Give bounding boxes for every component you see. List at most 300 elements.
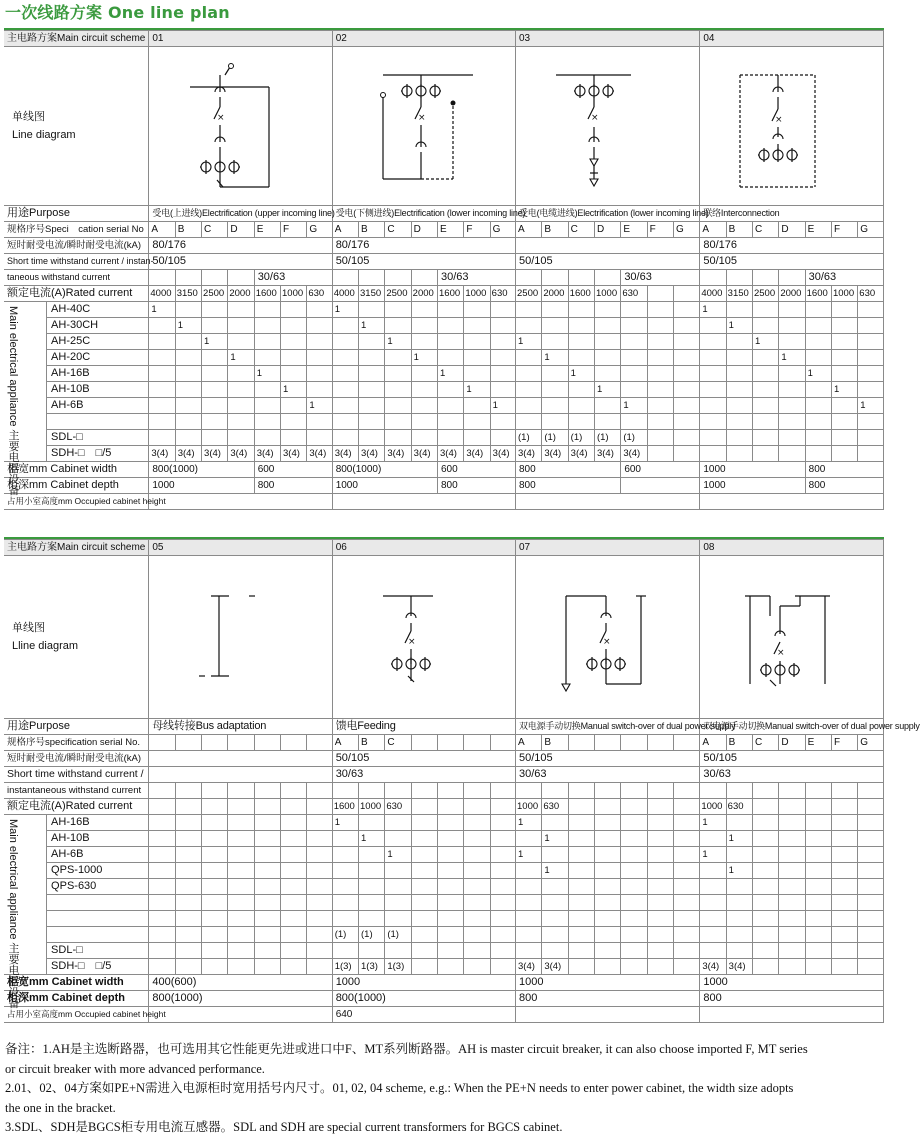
- appliance-qty: [438, 911, 464, 927]
- appliance-qty: [281, 334, 307, 350]
- appliance-qty: [149, 895, 175, 911]
- cabinet-height-value: [332, 494, 515, 510]
- 01-single-line-diagram: [149, 47, 331, 205]
- serial-letter: G: [307, 222, 332, 238]
- appliance-qty: [332, 414, 358, 430]
- empty-cell: [700, 783, 726, 799]
- appliance-qty: [411, 382, 437, 398]
- appliance-qty: [779, 815, 805, 831]
- cabinet-height-row: [4, 494, 884, 510]
- appliance-qty: [254, 334, 280, 350]
- appliance-qty: [831, 446, 857, 462]
- appliance-qty: [858, 446, 884, 462]
- appliance-qty: [647, 943, 673, 959]
- appliance-qty: [752, 398, 778, 414]
- appliance-qty: [202, 302, 228, 318]
- rated-current-value: 1000: [464, 286, 490, 302]
- serial-letter: A: [149, 222, 175, 238]
- appliance-qty: [831, 334, 857, 350]
- appliance-qty: [726, 911, 752, 927]
- appliance-qty: [752, 366, 778, 382]
- appliance-qty: [779, 446, 805, 462]
- empty-cell: [516, 783, 542, 799]
- appliance-qty: (1): [385, 927, 411, 943]
- cabinet-width-value: 1000: [700, 975, 884, 991]
- appliance-qty: [202, 815, 228, 831]
- appliance-qty: 1: [779, 350, 805, 366]
- empty-cell: [568, 270, 594, 286]
- serial-letter: D: [779, 735, 805, 751]
- appliance-qty: [858, 318, 884, 334]
- appliance-qty: [438, 414, 464, 430]
- appliance-qty: [779, 414, 805, 430]
- cabinet-depth-label: 柜深mm Cabinet depth: [4, 478, 149, 494]
- line-diagram-label: [4, 47, 149, 206]
- cabinet-depth-value: 1000: [332, 478, 437, 494]
- appliance-qty: [175, 943, 201, 959]
- rated-current-value: 630: [621, 286, 647, 302]
- short-time-row: [4, 751, 884, 767]
- appliance-qty: [621, 895, 647, 911]
- appliance-name: AH-20C: [47, 350, 149, 366]
- appliance-qty: [542, 302, 568, 318]
- purpose-row: [4, 206, 884, 222]
- appliance-qty: [438, 959, 464, 975]
- appliance-qty: [752, 318, 778, 334]
- rated-current-value: [673, 286, 699, 302]
- rated-current-value: 4000: [700, 286, 726, 302]
- appliance-qty: [385, 815, 411, 831]
- appliance-qty: [542, 398, 568, 414]
- appliance-qty: [858, 847, 884, 863]
- appliance-qty: [332, 382, 358, 398]
- appliance-qty: [490, 366, 515, 382]
- svg-text:×: ×: [407, 637, 416, 647]
- appliance-qty: [568, 847, 594, 863]
- serial-letter: F: [831, 735, 857, 751]
- short-time-label-en2: taneous withstand current: [4, 270, 149, 286]
- appliance-qty: [700, 927, 726, 943]
- empty-cell: [779, 783, 805, 799]
- appliance-qty: [858, 302, 884, 318]
- appliance-qty: [175, 847, 201, 863]
- appliance-qty: [281, 366, 307, 382]
- appliance-qty: [385, 831, 411, 847]
- empty-cell: [175, 783, 201, 799]
- appliance-qty: [621, 847, 647, 863]
- serial-letter: B: [542, 735, 568, 751]
- purpose-value: 受电(电缆进线)Electrification (lower incoming line): [516, 206, 700, 222]
- appliance-qty: [621, 414, 647, 430]
- note-line: 备注：1.AH是主选断路器，也可选用其它性能更先进或进口中F、MT系列断路器。AH is master circuit breaker, it can also choose imported F, MT series: [5, 1042, 808, 1056]
- short-time-row: [4, 767, 884, 783]
- serial-letter: B: [726, 735, 752, 751]
- cabinet-width-value: 600: [621, 462, 700, 478]
- rated-current-value: 1600: [805, 286, 831, 302]
- appliance-qty: [568, 895, 594, 911]
- empty-cell: [385, 783, 411, 799]
- purpose-value: 母线转接Bus adaptation: [149, 719, 332, 735]
- appliance-qty: [858, 831, 884, 847]
- appliance-name: AH-10B: [47, 831, 149, 847]
- appliance-qty: 1: [254, 366, 280, 382]
- appliance-qty: [254, 398, 280, 414]
- cabinet-depth-value: 800: [805, 478, 883, 494]
- appliance-row: [4, 302, 884, 318]
- cabinet-width-value: 1000: [700, 462, 805, 478]
- appliance-row: [4, 414, 884, 430]
- appliance-qty: [594, 879, 620, 895]
- appliance-qty: [831, 863, 857, 879]
- appliance-qty: [464, 398, 490, 414]
- short-time-label-en: Short time withstand current / instan-: [4, 254, 149, 270]
- rated-current-value: [805, 799, 831, 815]
- appliance-qty: [149, 430, 175, 446]
- scheme-header-label: 主电路方案Main circuit scheme: [4, 31, 149, 47]
- serial-letter: A: [516, 735, 542, 751]
- appliance-name: SDL-□: [47, 943, 149, 959]
- appliance-qty: [858, 863, 884, 879]
- appliance-qty: [385, 863, 411, 879]
- purpose-value: 双电源手动切换Manual switch-over of dual power supply: [516, 719, 700, 735]
- appliance-qty: 1: [805, 366, 831, 382]
- appliance-qty: [700, 911, 726, 927]
- appliance-qty: [831, 430, 857, 446]
- appliance-qty: [254, 382, 280, 398]
- rated-current-value: [254, 799, 280, 815]
- appliance-qty: [568, 943, 594, 959]
- appliance-qty: [726, 382, 752, 398]
- appliance-qty: 3(4): [700, 959, 726, 975]
- appliance-qty: [568, 318, 594, 334]
- appliance-qty: [700, 414, 726, 430]
- appliance-qty: [411, 334, 437, 350]
- appliance-qty: [673, 350, 699, 366]
- appliance-qty: [516, 879, 542, 895]
- short-time-value: [516, 238, 700, 254]
- short-time-value: 30/63: [700, 767, 884, 783]
- appliance-qty: [490, 831, 515, 847]
- appliance-qty: [594, 863, 620, 879]
- appliance-qty: [858, 911, 884, 927]
- appliance-qty: [516, 350, 542, 366]
- empty-cell: [202, 270, 228, 286]
- appliance-qty: [281, 350, 307, 366]
- appliance-qty: [202, 911, 228, 927]
- serial-letter: [673, 735, 699, 751]
- appliance-qty: (1): [568, 430, 594, 446]
- appliance-qty: [858, 943, 884, 959]
- line-diagram-label-text: Line diagram: [12, 129, 76, 141]
- appliance-qty: [175, 895, 201, 911]
- appliance-qty: [673, 927, 699, 943]
- rated-current-row: [4, 799, 884, 815]
- appliance-qty: [438, 398, 464, 414]
- appliance-qty: [858, 382, 884, 398]
- serial-letter: E: [254, 222, 280, 238]
- appliance-qty: [149, 879, 175, 895]
- appliance-qty: 1: [516, 847, 542, 863]
- appliance-qty: 1: [332, 302, 358, 318]
- appliance-qty: [831, 943, 857, 959]
- appliance-qty: 1: [385, 847, 411, 863]
- serial-letter: D: [594, 222, 620, 238]
- appliance-qty: 1: [175, 318, 201, 334]
- appliance-qty: [254, 430, 280, 446]
- appliance-qty: [647, 831, 673, 847]
- appliance-row: [4, 927, 884, 943]
- appliance-qty: [254, 959, 280, 975]
- appliance-qty: [647, 350, 673, 366]
- appliance-qty: [858, 334, 884, 350]
- empty-cell: [673, 783, 699, 799]
- appliance-qty: [385, 398, 411, 414]
- appliance-qty: [359, 815, 385, 831]
- empty-cell: [149, 270, 175, 286]
- appliance-qty: [332, 366, 358, 382]
- appliance-qty: [621, 334, 647, 350]
- appliance-qty: [332, 350, 358, 366]
- appliance-row: [4, 847, 884, 863]
- appliance-qty: [411, 927, 437, 943]
- appliance-qty: [332, 943, 358, 959]
- appliance-name: [47, 911, 149, 927]
- rated-current-value: [307, 799, 332, 815]
- cabinet-depth-value: [621, 478, 700, 494]
- appliance-qty: [202, 318, 228, 334]
- appliance-qty: [228, 302, 254, 318]
- appliance-qty: [254, 350, 280, 366]
- line-diagram-label-text: 单线图: [12, 111, 45, 123]
- appliance-qty: 3(4): [254, 446, 280, 462]
- cabinet-width-value: 800(1000): [332, 462, 437, 478]
- appliance-qty: [228, 366, 254, 382]
- appliance-qty: [568, 302, 594, 318]
- appliance-qty: [490, 334, 515, 350]
- appliance-qty: [568, 927, 594, 943]
- appliance-qty: [464, 847, 490, 863]
- appliance-qty: [149, 847, 175, 863]
- appliance-name: AH-40C: [47, 302, 149, 318]
- appliance-qty: [307, 847, 332, 863]
- purpose-value: 受电(上进线)Electrification (upper incoming line): [149, 206, 332, 222]
- appliance-qty: [464, 863, 490, 879]
- appliance-qty: 3(4): [228, 446, 254, 462]
- appliance-qty: [438, 879, 464, 895]
- appliance-qty: [752, 895, 778, 911]
- appliance-qty: [752, 382, 778, 398]
- appliance-qty: [831, 879, 857, 895]
- appliance-qty: 1: [621, 398, 647, 414]
- rated-current-label: 额定电流(A)Rated current: [4, 799, 149, 815]
- appliance-qty: [858, 366, 884, 382]
- appliance-qty: [568, 815, 594, 831]
- serial-letter: D: [411, 222, 437, 238]
- empty-cell: [307, 783, 332, 799]
- appliance-row: [4, 815, 884, 831]
- appliance-qty: [621, 943, 647, 959]
- serial-letter: E: [438, 222, 464, 238]
- appliance-qty: [228, 927, 254, 943]
- appliance-name: AH-16B: [47, 815, 149, 831]
- appliance-qty: [779, 879, 805, 895]
- serial-letter: B: [175, 222, 201, 238]
- appliance-qty: [464, 895, 490, 911]
- rated-current-value: 2000: [779, 286, 805, 302]
- appliance-qty: [202, 863, 228, 879]
- 04-single-line-diagram: [700, 47, 882, 205]
- appliance-name: AH-10B: [47, 382, 149, 398]
- rated-current-value: 4000: [332, 286, 358, 302]
- appliance-row: [4, 959, 884, 975]
- appliance-row: [4, 334, 884, 350]
- short-time-value: 30/63: [805, 270, 883, 286]
- appliance-qty: [542, 943, 568, 959]
- empty-cell: [647, 783, 673, 799]
- appliance-qty: [149, 350, 175, 366]
- appliance-qty: [359, 847, 385, 863]
- appliance-qty: 1: [307, 398, 332, 414]
- short-time-value: 80/176: [149, 238, 332, 254]
- appliance-vertical-text: Main electrical appliance 主要电器设备: [7, 819, 19, 1009]
- appliance-qty: [542, 911, 568, 927]
- rated-current-value: 630: [858, 286, 884, 302]
- appliance-qty: [202, 366, 228, 382]
- appliance-qty: [700, 943, 726, 959]
- appliance-qty: [726, 398, 752, 414]
- appliance-qty: [228, 382, 254, 398]
- appliance-qty: 1: [858, 398, 884, 414]
- rated-current-value: [490, 799, 515, 815]
- appliance-qty: [490, 430, 515, 446]
- appliance-qty: [490, 414, 515, 430]
- appliance-row: [4, 943, 884, 959]
- appliance-qty: [411, 430, 437, 446]
- appliance-qty: [831, 847, 857, 863]
- serial-letter: G: [858, 222, 884, 238]
- appliance-row: [4, 430, 884, 446]
- appliance-qty: [805, 927, 831, 943]
- appliance-qty: 1: [464, 382, 490, 398]
- appliance-qty: (1): [621, 430, 647, 446]
- appliance-qty: 3(4): [726, 959, 752, 975]
- appliance-qty: 3(4): [516, 959, 542, 975]
- appliance-qty: [438, 943, 464, 959]
- rated-current-value: 4000: [149, 286, 175, 302]
- empty-cell: [228, 783, 254, 799]
- appliance-qty: [700, 831, 726, 847]
- appliance-qty: [516, 302, 542, 318]
- appliance-qty: [332, 879, 358, 895]
- appliance-qty: [647, 334, 673, 350]
- empty-cell: [359, 270, 385, 286]
- appliance-qty: [307, 334, 332, 350]
- appliance-qty: [307, 815, 332, 831]
- appliance-qty: [438, 350, 464, 366]
- appliance-qty: [805, 430, 831, 446]
- cabinet-depth-value: 800: [516, 991, 700, 1007]
- appliance-qty: [805, 318, 831, 334]
- appliance-qty: [438, 318, 464, 334]
- appliance-qty: [175, 414, 201, 430]
- appliance-qty: [858, 414, 884, 430]
- rated-current-value: 630: [385, 799, 411, 815]
- appliance-qty: [385, 895, 411, 911]
- appliance-qty: [542, 895, 568, 911]
- appliance-qty: [621, 815, 647, 831]
- rated-current-value: 2000: [228, 286, 254, 302]
- appliance-qty: [490, 895, 515, 911]
- appliance-qty: [779, 398, 805, 414]
- appliance-qty: [726, 334, 752, 350]
- appliance-qty: [673, 414, 699, 430]
- rated-current-value: [647, 286, 673, 302]
- appliance-qty: [359, 382, 385, 398]
- appliance-qty: (1): [594, 430, 620, 446]
- appliance-qty: [673, 302, 699, 318]
- rated-current-value: 1600: [438, 286, 464, 302]
- appliance-qty: [779, 334, 805, 350]
- appliance-qty: [332, 430, 358, 446]
- appliance-qty: [385, 366, 411, 382]
- appliance-qty: [359, 366, 385, 382]
- appliance-qty: [411, 863, 437, 879]
- appliance-qty: [281, 943, 307, 959]
- cabinet-height-value: 640: [332, 1007, 515, 1023]
- appliance-qty: [752, 302, 778, 318]
- appliance-qty: [228, 847, 254, 863]
- appliance-qty: [307, 430, 332, 446]
- appliance-row: [4, 350, 884, 366]
- appliance-qty: [175, 927, 201, 943]
- appliance-name: QPS-630: [47, 879, 149, 895]
- diagram-cell: [332, 556, 515, 719]
- appliance-qty: [254, 815, 280, 831]
- rated-current-value: 1000: [831, 286, 857, 302]
- appliance-qty: [464, 430, 490, 446]
- appliance-qty: [779, 318, 805, 334]
- empty-cell: [752, 783, 778, 799]
- appliance-qty: [647, 366, 673, 382]
- appliance-qty: [464, 350, 490, 366]
- appliance-qty: 3(4): [464, 446, 490, 462]
- appliance-qty: [254, 302, 280, 318]
- appliance-qty: [385, 318, 411, 334]
- appliance-qty: 3(4): [490, 446, 515, 462]
- appliance-qty: [805, 943, 831, 959]
- appliance-qty: [805, 959, 831, 975]
- empty-cell: [332, 783, 358, 799]
- rated-current-value: [752, 799, 778, 815]
- cabinet-depth-value: 800(1000): [332, 991, 515, 1007]
- appliance-qty: [542, 334, 568, 350]
- appliance-qty: 1: [568, 366, 594, 382]
- cabinet-width-value: 800: [516, 462, 621, 478]
- appliance-qty: [228, 895, 254, 911]
- empty-cell: [805, 783, 831, 799]
- appliance-qty: [281, 863, 307, 879]
- appliance-qty: 3(4): [307, 446, 332, 462]
- empty-cell: [858, 783, 884, 799]
- appliance-qty: [594, 318, 620, 334]
- appliance-row: [4, 366, 884, 382]
- svg-text:×: ×: [217, 113, 225, 123]
- appliance-qty: [726, 847, 752, 863]
- appliance-row: [4, 895, 884, 911]
- serial-letter: D: [228, 222, 254, 238]
- appliance-name: AH-16B: [47, 366, 149, 382]
- appliance-qty: [490, 927, 515, 943]
